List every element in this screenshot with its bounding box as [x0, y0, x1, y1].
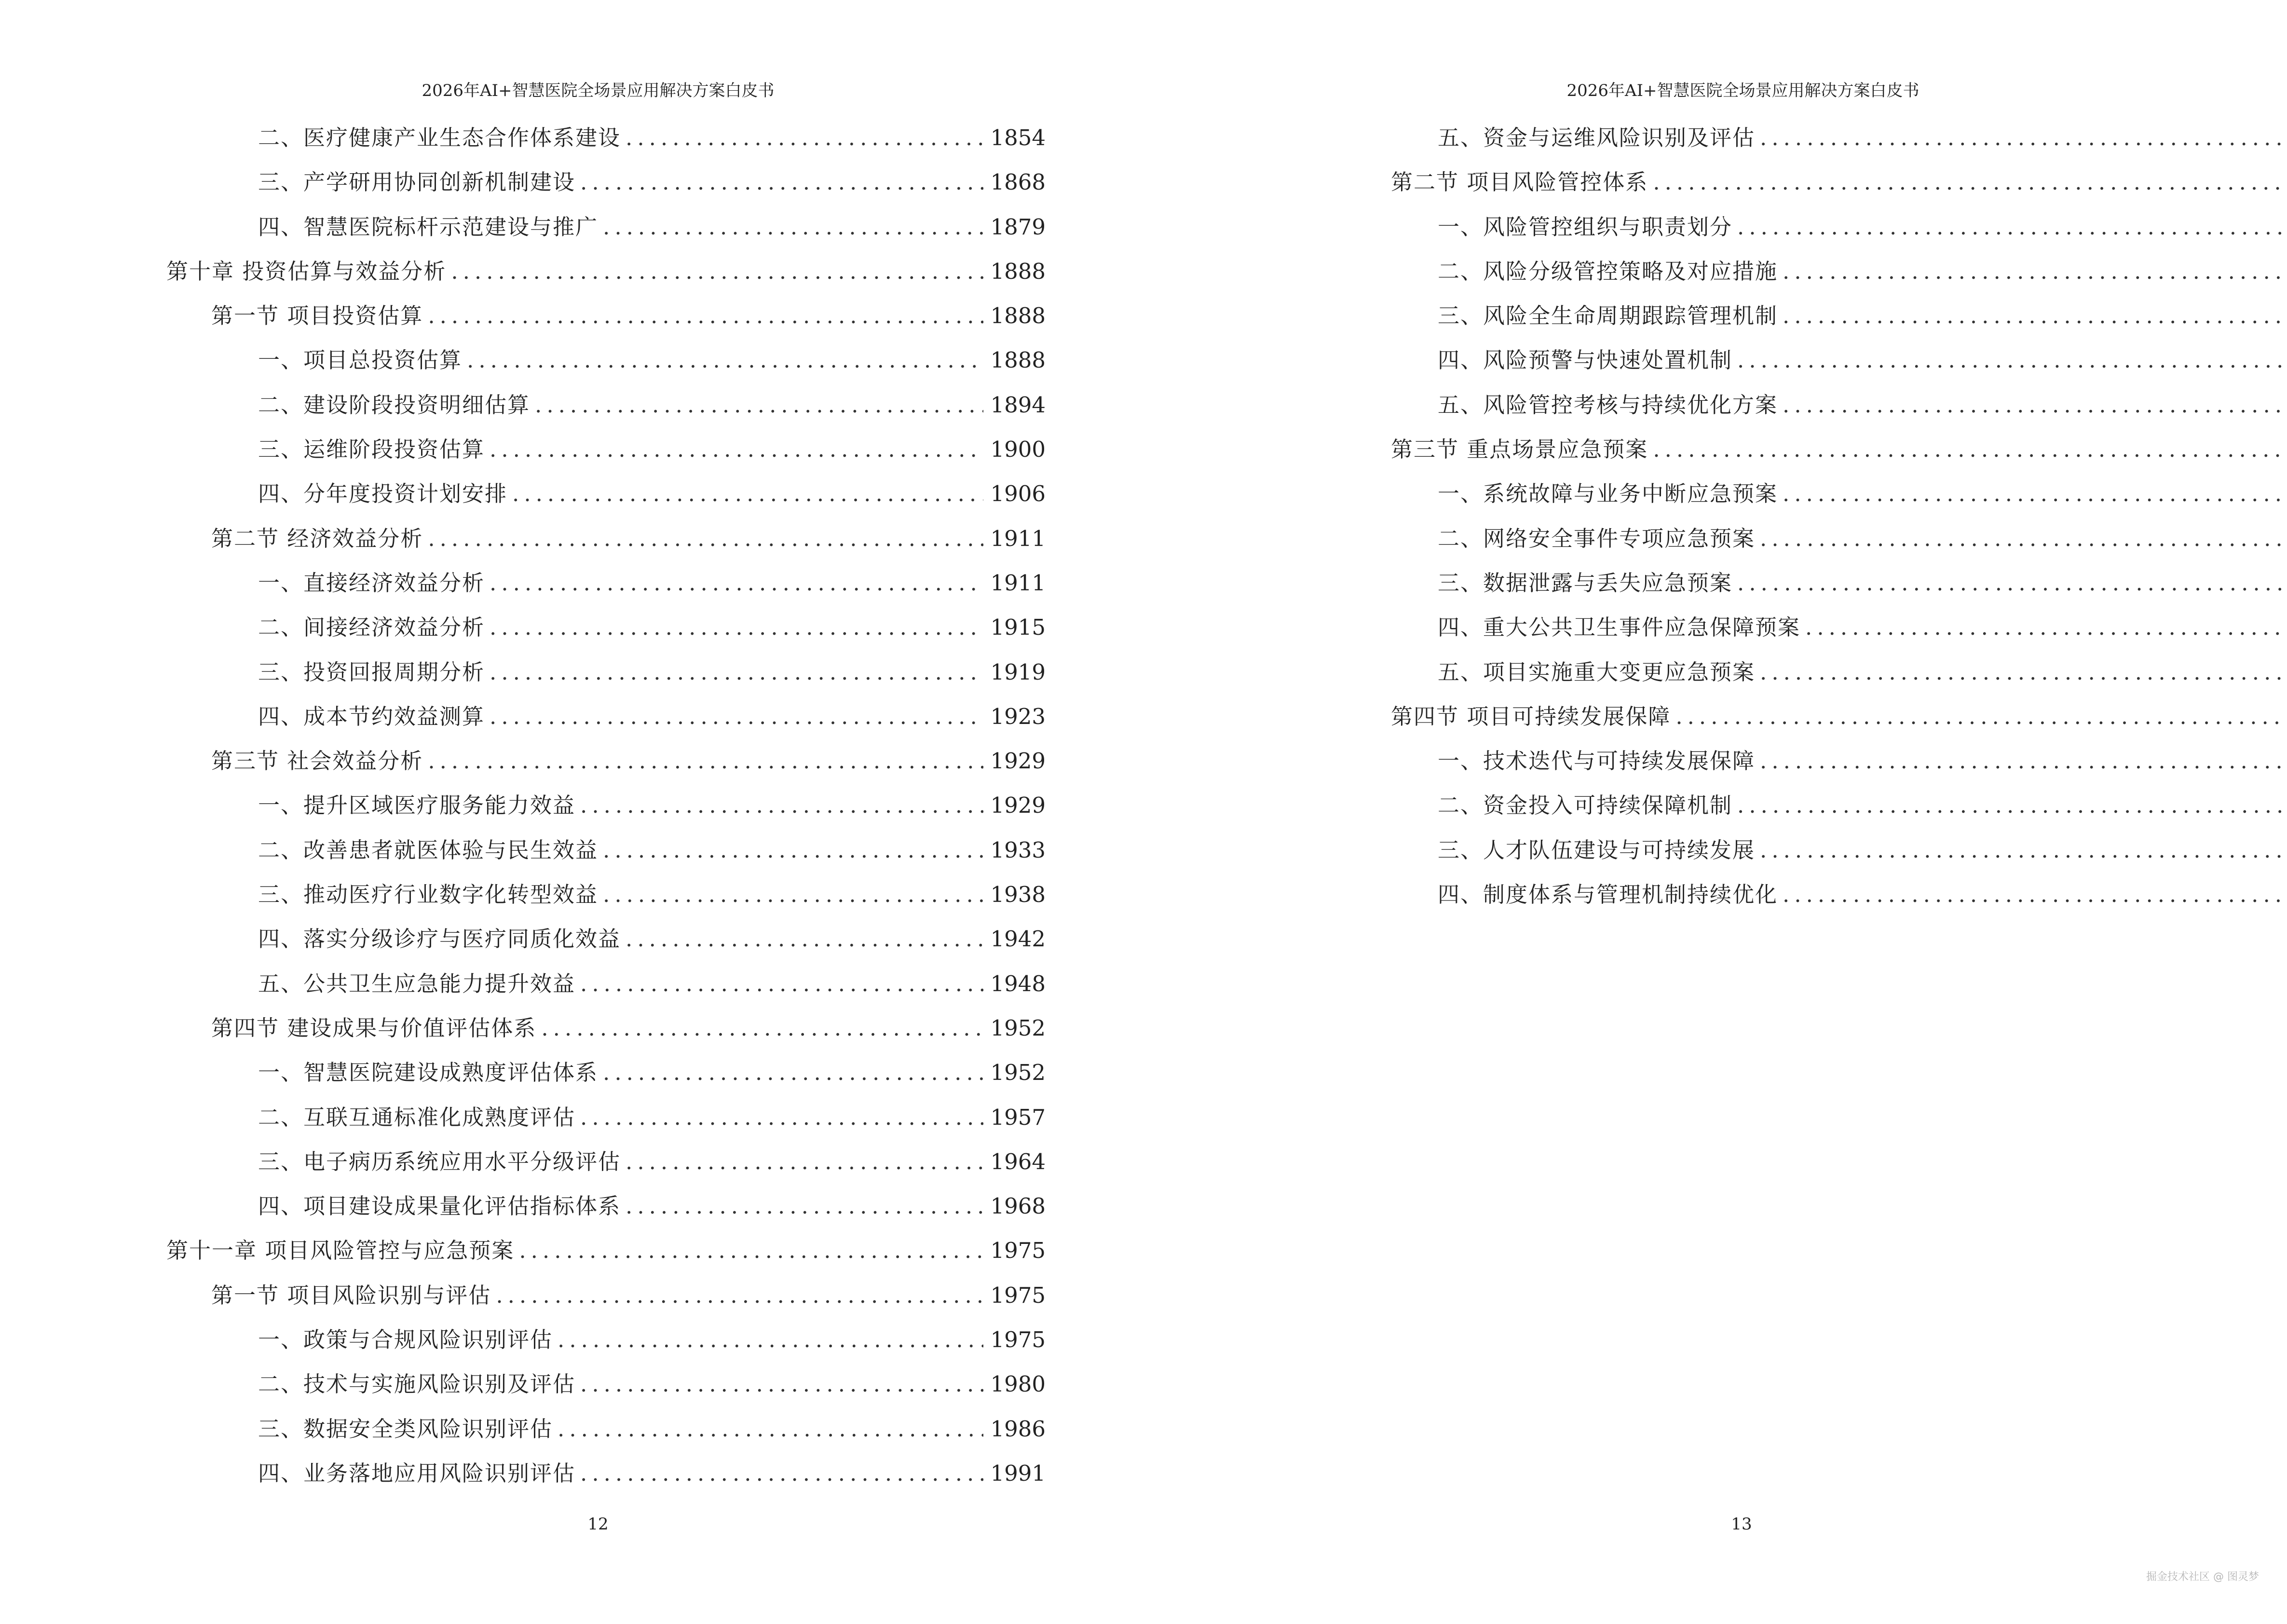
- toc-entry-title: 二、风险分级管控策略及对应措施: [1438, 258, 1778, 284]
- toc-entry-page: 1854: [990, 125, 1046, 150]
- toc-entry[interactable]: [1346, 695, 2287, 739]
- dot-leader: [1760, 116, 2287, 160]
- toc-entry[interactable]: [166, 1228, 1046, 1273]
- toc-entry-title: 二、建设阶段投资明细估算: [258, 392, 531, 418]
- toc-entry-page: 1919: [990, 659, 1046, 685]
- dot-leader: [1653, 160, 2287, 205]
- toc-entry[interactable]: [166, 1051, 1046, 1095]
- toc-entry[interactable]: [1346, 873, 2287, 917]
- toc-entry-title: 第二节 经济效益分析: [211, 525, 423, 551]
- toc-entry[interactable]: [166, 427, 1046, 472]
- dot-leader: [603, 828, 983, 873]
- dot-leader: [451, 249, 983, 294]
- toc-entry-page: 1929: [990, 792, 1046, 819]
- toc-entry[interactable]: [1346, 116, 2287, 160]
- toc-entry-title: 一、直接经济效益分析: [258, 570, 485, 596]
- toc-entry-title: 四、制度体系与管理机制持续优化: [1438, 882, 1778, 908]
- toc-entry-title: 三、数据泄露与丢失应急预案: [1438, 570, 1733, 596]
- toc-entry[interactable]: [1346, 205, 2287, 249]
- dot-leader: [603, 873, 983, 917]
- toc-entry[interactable]: [166, 205, 1046, 249]
- dot-leader: [626, 1184, 983, 1228]
- toc-entry[interactable]: [166, 1451, 1046, 1496]
- toc-entry-title: 五、风险管控考核与持续优化方案: [1438, 392, 1778, 418]
- dot-leader: [490, 427, 983, 472]
- toc-entry-page: 1942: [990, 926, 1046, 952]
- dot-leader: [490, 695, 983, 739]
- toc-entry-title: 三、推动医疗行业数字化转型效益: [258, 882, 599, 908]
- toc-entry[interactable]: [1346, 294, 2287, 338]
- toc-entry[interactable]: [166, 739, 1046, 783]
- toc-entry[interactable]: [166, 873, 1046, 917]
- dot-leader: [580, 783, 983, 828]
- toc-entry-title: 第十章 投资估算与效益分析: [166, 258, 447, 284]
- toc-entry[interactable]: [166, 294, 1046, 338]
- dot-leader: [1675, 695, 2287, 739]
- toc-entry[interactable]: [1346, 160, 2287, 205]
- toc-entry-title: 四、风险预警与快速处置机制: [1438, 347, 1733, 373]
- dot-leader: [1783, 383, 2287, 427]
- toc-entry-title: 三、运维阶段投资估算: [258, 437, 485, 463]
- toc-entry-title: 二、间接经济效益分析: [258, 614, 485, 641]
- toc-entry-title: 五、资金与运维风险识别及评估: [1438, 125, 1756, 150]
- toc-entry-title: 三、数据安全类风险识别评估: [258, 1416, 553, 1442]
- toc-entry-title: 二、资金投入可持续保障机制: [1438, 792, 1733, 819]
- toc-entry[interactable]: [166, 160, 1046, 205]
- toc-entry-title: 三、产学研用协同创新机制建设: [258, 169, 576, 195]
- dot-leader: [1760, 650, 2287, 695]
- toc-entry-page: 1894: [990, 392, 1046, 418]
- toc-entry-title: 第一节 项目投资估算: [211, 303, 423, 329]
- dot-leader: [580, 1451, 983, 1496]
- dot-leader: [1783, 873, 2287, 917]
- toc-entry-title: 四、智慧医院标杆示范建设与推广: [258, 214, 599, 240]
- dot-leader: [1737, 561, 2287, 605]
- toc-entry-page: 1952: [990, 1060, 1046, 1086]
- toc-entry[interactable]: [1346, 427, 2287, 472]
- dot-leader: [512, 472, 983, 516]
- toc-entry[interactable]: [166, 1318, 1046, 1362]
- table-of-contents: [1346, 116, 2287, 917]
- toc-entry-page: 1906: [990, 481, 1046, 507]
- toc-entry-title: 一、提升区域医疗服务能力效益: [258, 792, 576, 819]
- toc-entry-title: 三、人才队伍建设与可持续发展: [1438, 837, 1756, 863]
- toc-entry[interactable]: [1346, 650, 2287, 695]
- toc-entry[interactable]: [166, 116, 1046, 160]
- page-number: 13: [1731, 1515, 1752, 1534]
- toc-entry-page: 1933: [990, 837, 1046, 863]
- dot-leader: [428, 517, 983, 561]
- toc-entry-title: 一、技术迭代与可持续发展保障: [1438, 748, 1756, 774]
- dot-leader: [603, 1051, 983, 1095]
- dot-leader: [1737, 783, 2287, 828]
- toc-entry-page: 1975: [990, 1282, 1046, 1308]
- dot-leader: [535, 383, 983, 427]
- running-header: 2026年AI+智慧医院全场景应用解决方案白皮书: [1566, 81, 1919, 100]
- toc-entry-title: 一、风险管控组织与职责划分: [1438, 214, 1733, 240]
- toc-entry-title: 第四节 项目可持续发展保障: [1391, 703, 1671, 729]
- toc-entry-page: 1929: [990, 748, 1046, 774]
- dot-leader: [490, 650, 983, 695]
- toc-entry[interactable]: [166, 695, 1046, 739]
- watermark: 掘金技术社区 @ 图灵梦: [2146, 1571, 2259, 1583]
- toc-entry-title: 二、改善患者就医体验与民生效益: [258, 837, 599, 863]
- toc-entry-title: 一、系统故障与业务中断应急预案: [1438, 481, 1778, 507]
- toc-entry-page: 1975: [990, 1327, 1046, 1353]
- toc-entry-page: 1991: [990, 1460, 1046, 1486]
- toc-entry[interactable]: [166, 917, 1046, 961]
- toc-entry[interactable]: [1346, 828, 2287, 873]
- toc-entry[interactable]: [166, 249, 1046, 294]
- toc-entry[interactable]: [1346, 605, 2287, 650]
- dot-leader: [626, 116, 983, 160]
- toc-entry-page: 1948: [990, 970, 1046, 996]
- toc-entry-title: 二、技术与实施风险识别及评估: [258, 1371, 576, 1397]
- toc-entry-page: 1980: [990, 1371, 1046, 1397]
- toc-entry[interactable]: [1346, 338, 2287, 382]
- dot-leader: [490, 561, 983, 605]
- dot-leader: [1783, 472, 2287, 516]
- toc-entry-title: 五、公共卫生应急能力提升效益: [258, 970, 576, 996]
- dot-leader: [580, 160, 983, 205]
- toc-entry-page: 1968: [990, 1193, 1046, 1219]
- dot-leader: [580, 962, 983, 1006]
- dot-leader: [541, 1006, 983, 1051]
- toc-entry[interactable]: [166, 383, 1046, 427]
- toc-entry-page: 1975: [990, 1238, 1046, 1264]
- toc-entry[interactable]: [166, 783, 1046, 828]
- toc-entry-page: 1952: [990, 1015, 1046, 1041]
- toc-entry[interactable]: [166, 962, 1046, 1006]
- toc-entry[interactable]: [166, 1184, 1046, 1228]
- toc-entry-page: 1888: [990, 303, 1046, 329]
- dot-leader: [1805, 605, 2287, 650]
- dot-leader: [1783, 249, 2287, 294]
- toc-entry-title: 第四节 建设成果与价值评估体系: [211, 1015, 537, 1041]
- dot-leader: [626, 1140, 983, 1184]
- toc-entry-title: 四、落实分级诊疗与医疗同质化效益: [258, 926, 621, 952]
- toc-entry[interactable]: [166, 472, 1046, 516]
- toc-entry-title: 三、电子病历系统应用水平分级评估: [258, 1148, 621, 1174]
- dot-leader: [603, 205, 983, 249]
- toc-entry-page: 1911: [990, 525, 1046, 551]
- toc-entry[interactable]: [166, 605, 1046, 650]
- dot-leader: [580, 1362, 983, 1406]
- toc-entry-title: 五、项目实施重大变更应急预案: [1438, 659, 1756, 685]
- toc-entry-title: 第二节 项目风险管控体系: [1391, 169, 1648, 195]
- toc-entry[interactable]: [1346, 561, 2287, 605]
- toc-entry[interactable]: [166, 1006, 1046, 1051]
- toc-entry-page: 1964: [990, 1148, 1046, 1174]
- toc-entry[interactable]: [166, 1273, 1046, 1318]
- page-number: 12: [587, 1515, 609, 1534]
- dot-leader: [626, 917, 983, 961]
- toc-entry[interactable]: [166, 517, 1046, 561]
- dot-leader: [1737, 205, 2287, 249]
- dot-leader: [490, 605, 983, 650]
- toc-entry-page: 1888: [990, 347, 1046, 373]
- toc-entry[interactable]: [166, 1407, 1046, 1451]
- toc-entry-title: 四、重大公共卫生事件应急保障预案: [1438, 614, 1801, 641]
- toc-entry-title: 四、分年度投资计划安排: [258, 481, 508, 507]
- dot-leader: [428, 294, 983, 338]
- toc-entry-page: 1923: [990, 703, 1046, 729]
- toc-entry[interactable]: [1346, 517, 2287, 561]
- dot-leader: [1760, 517, 2287, 561]
- dot-leader: [496, 1273, 983, 1318]
- toc-entry[interactable]: [1346, 383, 2287, 427]
- toc-entry-page: 1957: [990, 1104, 1046, 1130]
- toc-entry[interactable]: [1346, 783, 2287, 828]
- toc-entry-page: 1888: [990, 258, 1046, 284]
- toc-entry-title: 二、互联互通标准化成熟度评估: [258, 1104, 576, 1130]
- toc-entry[interactable]: [1346, 249, 2287, 294]
- toc-entry-title: 第一节 项目风险识别与评估: [211, 1282, 491, 1308]
- dot-leader: [558, 1318, 983, 1362]
- toc-entry-title: 第三节 社会效益分析: [211, 748, 423, 774]
- toc-entry-page: 1868: [990, 169, 1046, 195]
- toc-entry[interactable]: [166, 1095, 1046, 1140]
- dot-leader: [1737, 338, 2287, 382]
- toc-entry[interactable]: [166, 1140, 1046, 1184]
- dot-leader: [1760, 739, 2287, 783]
- toc-entry[interactable]: [166, 1362, 1046, 1406]
- toc-entry-title: 三、风险全生命周期跟踪管理机制: [1438, 303, 1778, 329]
- dot-leader: [1653, 427, 2287, 472]
- toc-entry-title: 四、项目建设成果量化评估指标体系: [258, 1193, 621, 1219]
- toc-entry-title: 四、业务落地应用风险识别评估: [258, 1460, 576, 1486]
- dot-leader: [1760, 828, 2287, 873]
- dot-leader: [580, 1095, 983, 1140]
- toc-entry-page: 1938: [990, 882, 1046, 908]
- right-page: [1144, 0, 2287, 1624]
- table-of-contents: [166, 116, 1046, 1496]
- toc-entry-page: 1879: [990, 214, 1046, 240]
- toc-entry-title: 一、智慧医院建设成熟度评估体系: [258, 1060, 599, 1086]
- dot-leader: [428, 739, 983, 783]
- dot-leader: [467, 338, 983, 382]
- toc-entry-title: 二、医疗健康产业生态合作体系建设: [258, 125, 621, 150]
- dot-leader: [558, 1407, 983, 1451]
- toc-entry[interactable]: [1346, 739, 2287, 783]
- dot-leader: [519, 1228, 983, 1273]
- toc-entry-page: 1900: [990, 437, 1046, 463]
- dot-leader: [1783, 294, 2287, 338]
- toc-entry-title: 一、项目总投资估算: [258, 347, 463, 373]
- toc-entry-title: 一、政策与合规风险识别评估: [258, 1327, 553, 1353]
- toc-entry-title: 第十一章 项目风险管控与应急预案: [166, 1238, 515, 1264]
- toc-entry-title: 第三节 重点场景应急预案: [1391, 437, 1648, 463]
- toc-entry[interactable]: [166, 561, 1046, 605]
- toc-entry-page: 1911: [990, 570, 1046, 596]
- running-header: 2026年AI+智慧医院全场景应用解决方案白皮书: [422, 81, 775, 100]
- toc-entry[interactable]: [166, 338, 1046, 382]
- toc-entry-title: 四、成本节约效益测算: [258, 703, 485, 729]
- toc-entry-page: 1915: [990, 614, 1046, 641]
- toc-entry-title: 二、网络安全事件专项应急预案: [1438, 525, 1756, 551]
- toc-entry-title: 三、投资回报周期分析: [258, 659, 485, 685]
- toc-entry[interactable]: [166, 650, 1046, 695]
- toc-entry-page: 1986: [990, 1416, 1046, 1442]
- toc-entry[interactable]: [166, 828, 1046, 873]
- toc-entry[interactable]: [1346, 472, 2287, 516]
